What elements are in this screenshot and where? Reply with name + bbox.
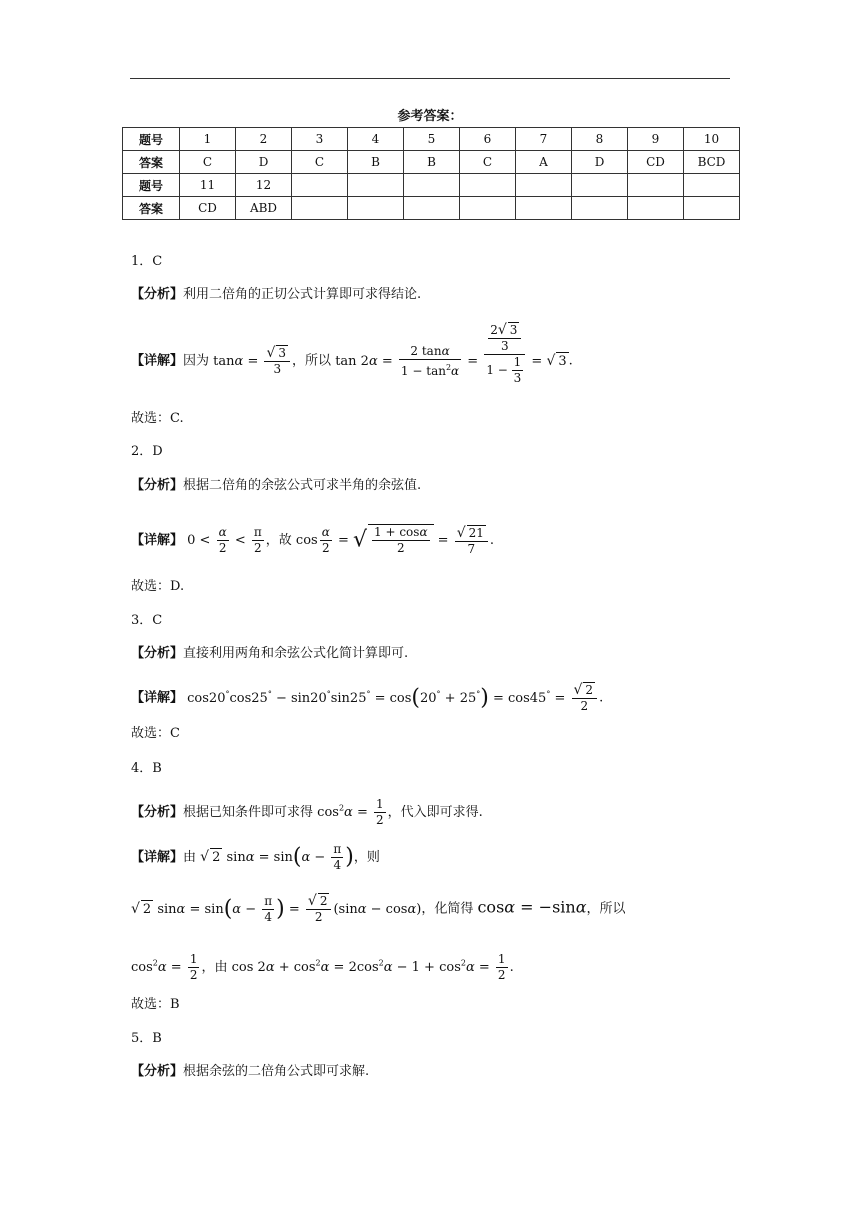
table-cell: D [236, 151, 292, 174]
q4-choice: 故选：B [131, 997, 180, 1012]
math-formula: $\cos^2\alpha$ = $\frac{1}{2}$ [317, 797, 384, 827]
table-cell [572, 197, 628, 220]
math-formula: cos20°cos25° − sin20°sin25° = cos(20° + 25°) = cos45° = $\frac{√ 2}{2}$ [187, 691, 599, 706]
table-cell: CD [180, 197, 236, 220]
detail-tag: 【详解】 [131, 850, 184, 865]
table-row [123, 128, 740, 151]
detail-text: 由 [183, 850, 197, 865]
detail-text: ，故 [265, 533, 292, 548]
math-formula: cos $\frac{\alpha}{2}$ = √ $\frac{1 + \cos\alpha}{2}$ = $\frac{√ 21}{7}$ [296, 533, 490, 548]
detail-text: ，化简得 [421, 901, 474, 917]
q3-detail [131, 682, 603, 714]
table-cell: 11 [180, 174, 236, 197]
table-cell: 8 [572, 128, 628, 151]
analysis-text: 根据已知条件即可求得 [183, 805, 314, 820]
analysis-text: 根据二倍角的余弦公式可求半角的余弦值. [183, 478, 422, 493]
q3-choice: 故选：C [131, 726, 180, 741]
detail-text: ，所以 [586, 901, 626, 917]
header-rule [130, 78, 730, 79]
answer-table [122, 127, 740, 220]
q3-analysis [131, 645, 408, 663]
table-cell [460, 197, 516, 220]
table-cell: C [180, 151, 236, 174]
table-row [123, 174, 740, 197]
analysis-tag: 【分析】 [131, 478, 184, 493]
q4-detail-3 [131, 952, 514, 983]
table-cell: 题号 [123, 174, 180, 197]
table-cell: 9 [628, 128, 684, 151]
table-cell: 2 [236, 128, 292, 151]
table-cell [516, 174, 572, 197]
q1-detail [131, 322, 573, 386]
q2-detail [131, 524, 494, 557]
q4-detail-1 [131, 842, 380, 873]
table-cell: 题号 [123, 128, 180, 151]
detail-text: . [489, 533, 495, 548]
detail-text: ，所以 [292, 353, 332, 369]
analysis-tag: 【分析】 [131, 646, 184, 661]
table-cell [404, 197, 460, 220]
analysis-tag: 【分析】 [131, 287, 184, 302]
math-formula: $\cos 2\alpha + \cos^2\alpha = 2\cos^2\alpha - 1 + \cos^2\alpha$ = $\frac{1}{2}$ [231, 952, 506, 982]
table-cell: BCD [684, 151, 740, 174]
q5-title: 5．B [131, 1031, 162, 1046]
q5-analysis [131, 1063, 369, 1081]
table-cell [348, 197, 404, 220]
detail-text: . [509, 960, 514, 975]
analysis-tag: 【分析】 [131, 805, 184, 820]
detail-text: ，则 [353, 850, 380, 865]
math-formula: √ 2 sinα = sin(α − $\frac{\pi}{4}$ ) [200, 842, 354, 872]
table-cell [628, 174, 684, 197]
answer-heading: 参考答案： [397, 109, 463, 124]
math-formula: tan 2α = $\frac{2 \tan\alpha}{1 - \tan^2\alpha}$ = $\frac{2√ 3}{3}$ 1 − $\frac{1}{3}$ = √ 3 [335, 322, 567, 385]
table-cell: 4 [348, 128, 404, 151]
table-cell: C [460, 151, 516, 174]
q3-title: 3．C [131, 613, 163, 628]
detail-tag: 【详解】 [131, 690, 184, 706]
table-cell [292, 197, 348, 220]
math-formula: tanα = $\frac{√ 3}{3}$ [213, 354, 292, 369]
analysis-text: ，代入即可求得. [387, 805, 483, 820]
table-cell [460, 174, 516, 197]
q1-choice: 故选：C. [131, 411, 184, 426]
q4-analysis [131, 797, 483, 828]
table-cell: B [348, 151, 404, 174]
q2-title: 2．D [131, 444, 163, 459]
table-cell: B [404, 151, 460, 174]
table-cell: 12 [236, 174, 292, 197]
detail-text: ，由 [201, 960, 228, 975]
analysis-text: 根据余弦的二倍角公式即可求解. [183, 1064, 370, 1079]
table-cell [348, 174, 404, 197]
detail-tag: 【详解】 [131, 353, 184, 369]
table-cell: CD [628, 151, 684, 174]
math-formula: $\cos^2\alpha$ = $\frac{1}{2}$ [131, 952, 198, 982]
table-cell [684, 174, 740, 197]
q1-title: 1．C [131, 254, 163, 269]
q2-analysis [131, 477, 421, 495]
table-cell: ABD [236, 197, 292, 220]
table-cell [684, 197, 740, 220]
table-cell: 5 [404, 128, 460, 151]
table-row [123, 197, 740, 220]
analysis-text: 利用二倍角的正切公式计算即可求得结论. [183, 287, 422, 302]
table-cell: 1 [180, 128, 236, 151]
detail-text: . [599, 690, 604, 706]
table-cell: D [572, 151, 628, 174]
table-cell [572, 174, 628, 197]
detail-tag: 【详解】 [131, 533, 184, 548]
table-cell: 答案 [123, 197, 180, 220]
detail-text: . [568, 353, 573, 369]
q4-detail-2 [131, 893, 626, 925]
table-cell [404, 174, 460, 197]
analysis-tag: 【分析】 [131, 1064, 184, 1079]
table-cell [516, 197, 572, 220]
table-cell: 3 [292, 128, 348, 151]
table-cell [292, 174, 348, 197]
table-cell: 7 [516, 128, 572, 151]
detail-text: 因为 [183, 353, 210, 369]
q4-title: 4．B [131, 761, 162, 776]
math-formula: √ 2 sinα = sin(α − $\frac{\pi}{4}$ ) = $\frac{√ 2}{2}$ (sinα − cosα) [131, 893, 422, 924]
analysis-text: 直接利用两角和余弦公式化简计算即可. [183, 646, 409, 661]
q1-analysis [131, 286, 421, 304]
table-cell: C [292, 151, 348, 174]
table-cell: 6 [460, 128, 516, 151]
table-cell [628, 197, 684, 220]
table-cell: 10 [684, 128, 740, 151]
q2-choice: 故选：D. [131, 579, 185, 594]
table-row [123, 151, 740, 174]
table-cell: 答案 [123, 151, 180, 174]
table-cell: A [516, 151, 572, 174]
math-formula: 0 < $\frac{\alpha}{2}$ < $\frac{\pi}{2}$ [187, 525, 262, 555]
math-formula: cosα = −sinα [477, 897, 587, 917]
